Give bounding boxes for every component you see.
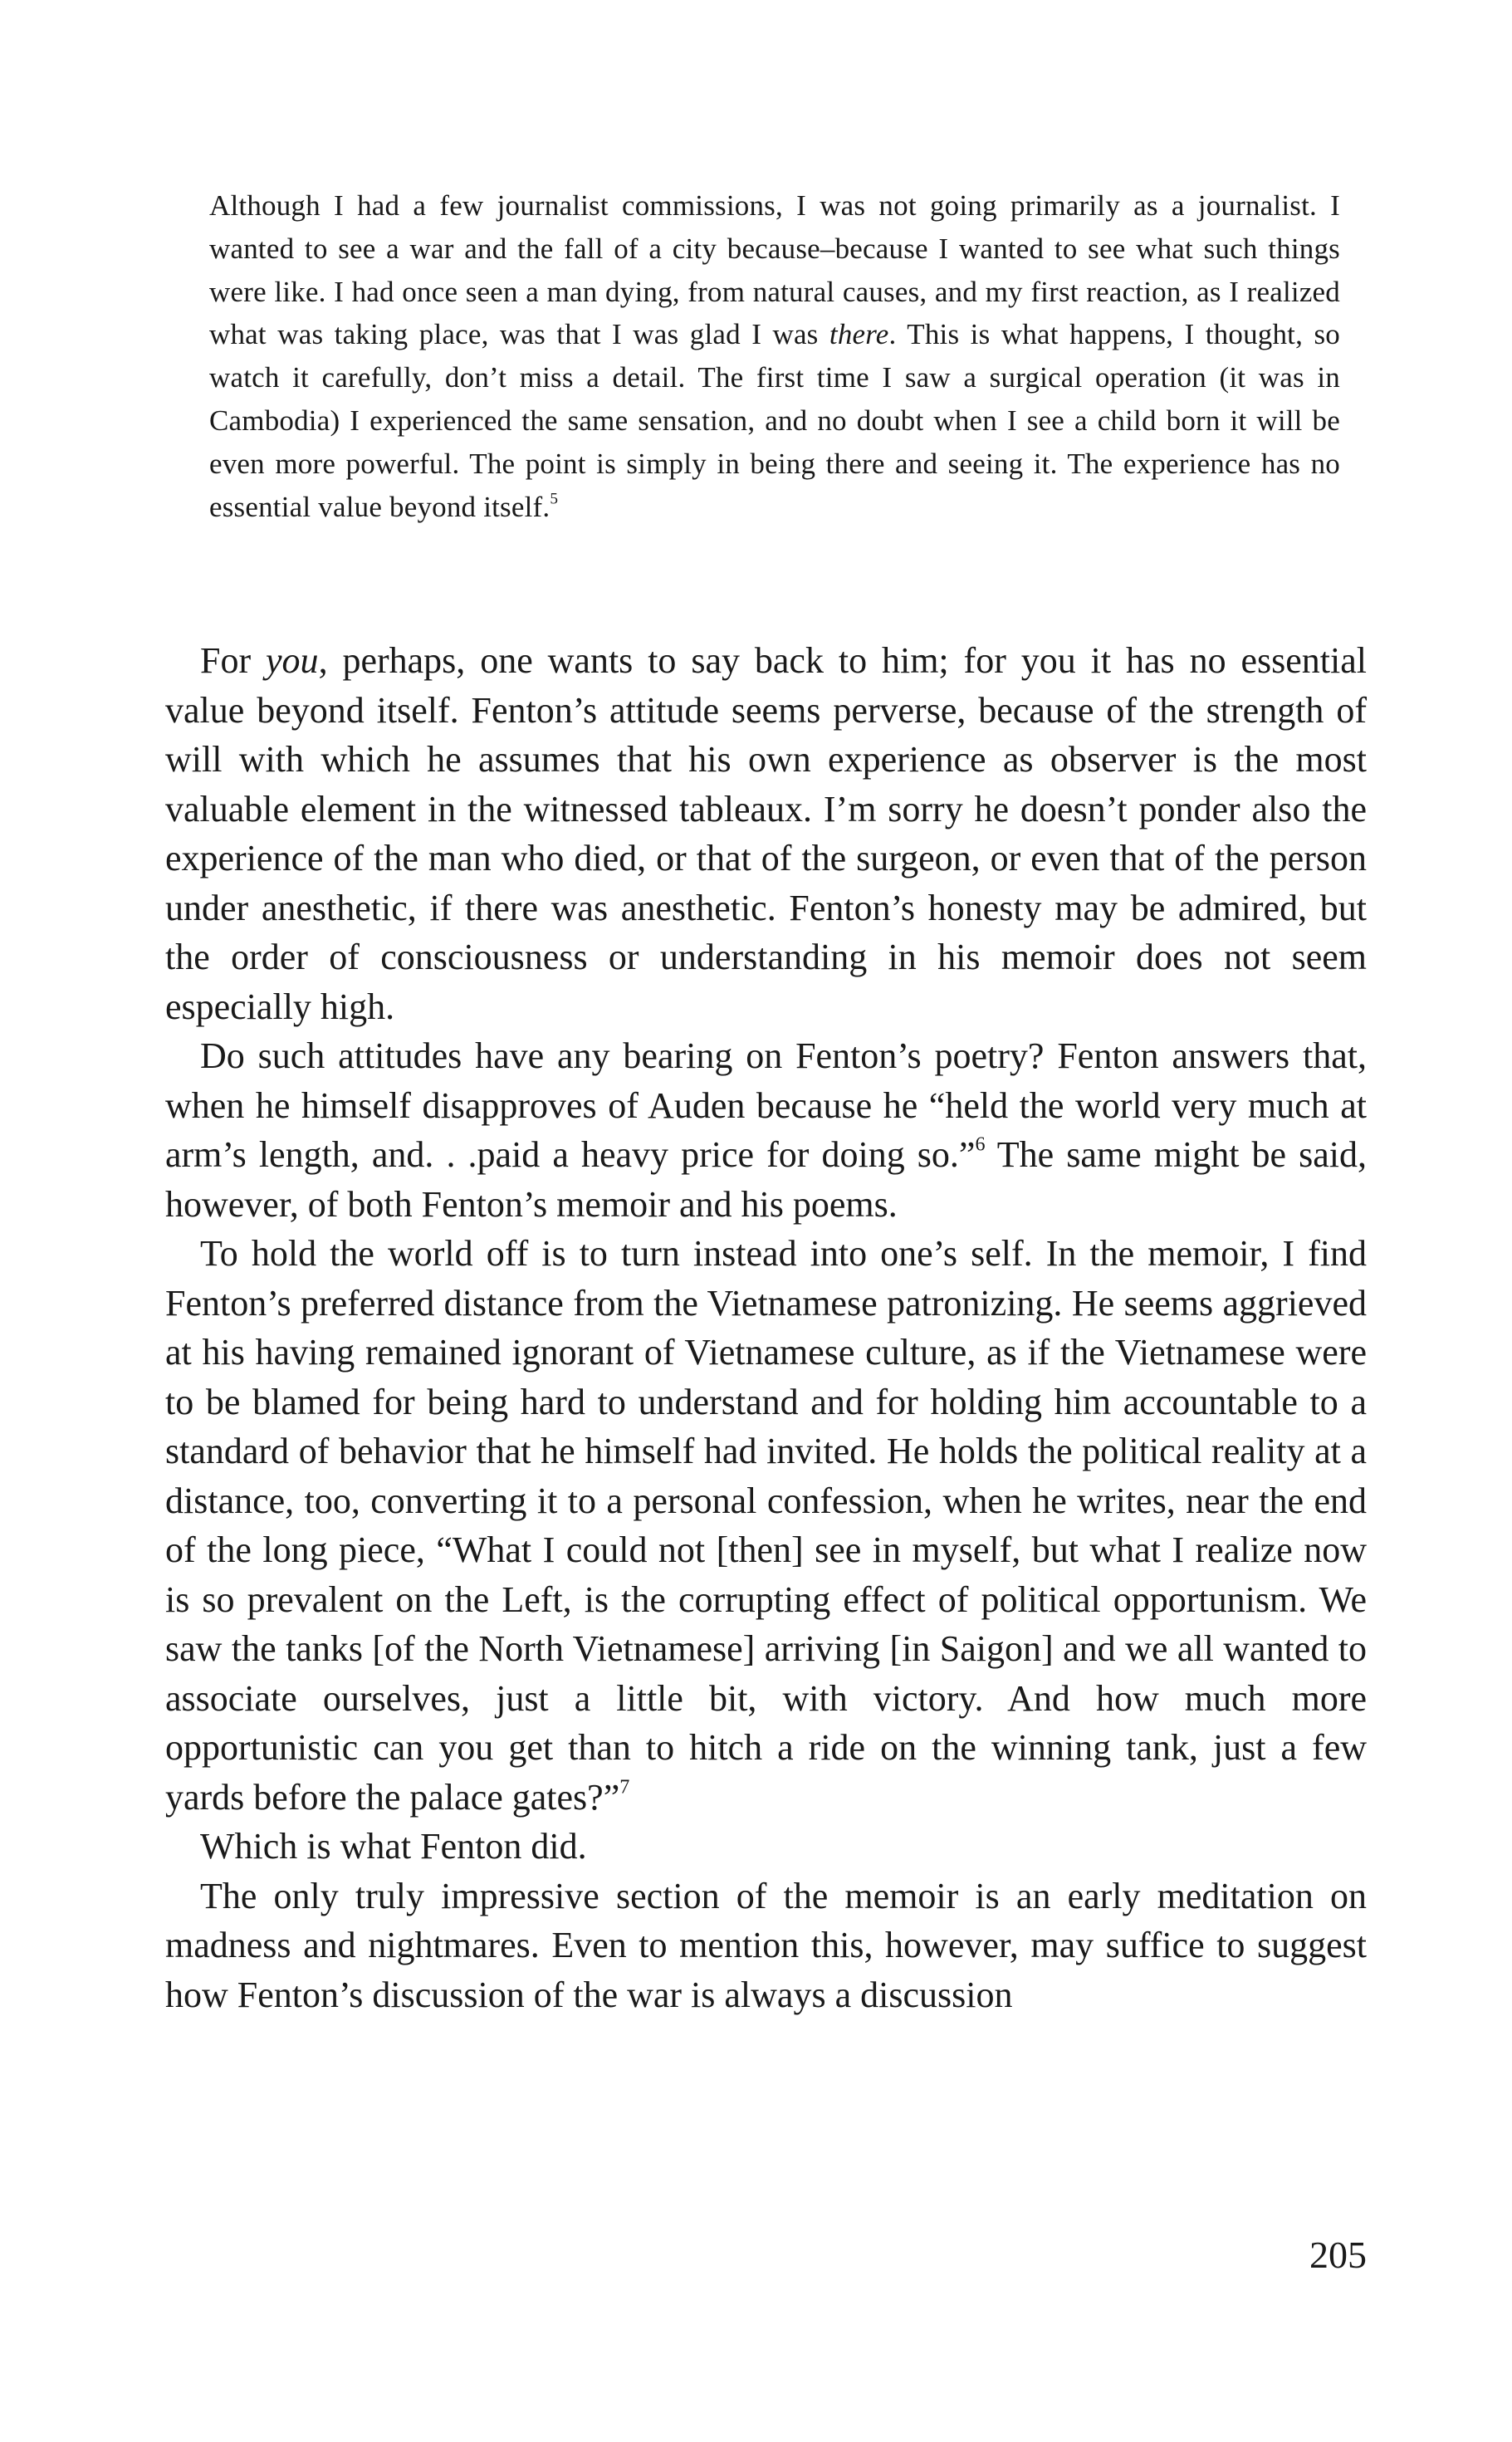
- paragraph-3: [165, 1229, 1367, 1822]
- page-number: 205: [1309, 2234, 1367, 2276]
- paragraph-5: [165, 1872, 1367, 2020]
- block-quote-emphasis: there: [829, 318, 889, 351]
- footnote-marker-5: 5: [550, 490, 559, 508]
- body-text: [165, 636, 1367, 2019]
- footnote-marker-7: 7: [619, 1775, 630, 1798]
- paragraph-1: [165, 636, 1367, 1031]
- paragraph-4: [165, 1822, 1367, 1872]
- block-quote: [209, 184, 1340, 528]
- paragraph-1-rest: , perhaps, one wants to say back to him; for you it has no essential value beyond itself. Fenton’s attitude seems perverse, because of the strength of will with which he assumes that his own experience as observer is the most valuable element in the witnessed tableaux. I’m sorry he doesn’t ponder also the experience of the man who died, or that of the surgeon, or even that of the person under anesthetic, if there was anesthetic. Fenton’s honesty may be admired, but the order of consciousness or understanding in his memoir does not seem especially high.: [165, 640, 1367, 1027]
- block-quote-text-end: . This is what happens, I thought, so watch it carefully, don’t miss a detail. The first time I saw a surgical operation (it was in Cambodia) I experienced the same sensation, and no doubt when I see a child born it will be even more powerful. The point is simply in being there and seeing it. The experience has no essential value beyond itself.: [209, 318, 1340, 523]
- block-quote-paragraph: [209, 184, 1340, 528]
- paragraph-3-text: To hold the world off is to turn instead into one’s self. In the memoir, I find Fenton’s preferred distance from the Vietnamese patronizing. He seems aggrieved at his having remained ignorant of Vietnamese culture, as if the Vietnamese were to be blamed for being hard to understand and for holding him accountable to a standard of behavior that he himself had invited. He holds the political reality at a distance, too, converting it to a personal confession, when he writes, near the end of the long piece, “What I could not [then] see in myself, but what I realize now is so prevalent on the Left, is the corrupting effect of political opportunism. We saw the tanks [of the North Vietnamese] arriving [in Saigon] and we all wanted to associate ourselves, just a little bit, with victory. And how much more opportunistic can you get than to hitch a ride on the winning tank, just a few yards before the palace gates?”: [165, 1233, 1367, 1818]
- paragraph-2-text-start: Do such attitudes have any bearing on Fenton’s poetry? Fenton answers that, when he himself disapproves of Auden because he “held the world very much at arm’s length, and. . .paid a heavy price for doing so.”: [165, 1035, 1367, 1175]
- paragraph-2: [165, 1031, 1367, 1229]
- paragraph-5-text: The only truly impressive section of the memoir is an early meditation on madness and nightmares. Even to mention this, however, may suffice to suggest how Fenton’s discussion of the war is always a discussion: [165, 1875, 1367, 2015]
- paragraph-1-emphasis: you: [266, 640, 319, 681]
- paragraph-4-text: Which is what Fenton did.: [200, 1826, 587, 1867]
- block-quote-text-start: Although I had a few journalist commissions, I was not going primarily as a journalist. I wanted to see a war and the fall of a city because–because I wanted to see what such things were like. I had once seen a man dying, from natural causes, and my first reaction, as I realized what was taking place, was that I was glad I was: [209, 189, 1340, 351]
- footnote-marker-6: 6: [975, 1133, 986, 1156]
- paragraph-2-text-end: The same might be said, however, of both Fenton’s memoir and his poems.: [165, 1134, 1367, 1225]
- paragraph-1-lead: For: [200, 640, 267, 681]
